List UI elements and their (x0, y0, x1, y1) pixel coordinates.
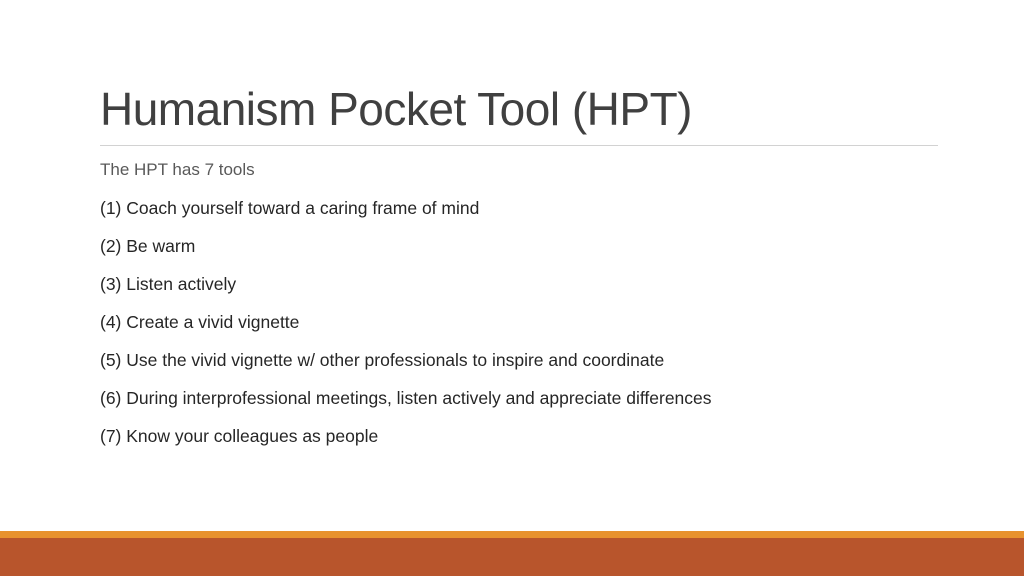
intro-text: The HPT has 7 tools (100, 160, 255, 179)
title-divider (100, 145, 938, 146)
tool-item-1: (1) Coach yourself toward a caring frame of mind (100, 198, 480, 218)
tool-item-4: (4) Create a vivid vignette (100, 312, 300, 332)
tool-item-6: (6) During interprofessional meetings, listen actively and appreciate differences (100, 388, 712, 408)
slide-title: Humanism Pocket Tool (HPT) (100, 83, 692, 135)
tool-item-2: (2) Be warm (100, 236, 196, 256)
tool-item-7: (7) Know your colleagues as people (100, 426, 379, 446)
tool-item-3: (3) Listen actively (100, 274, 237, 294)
tool-item-5: (5) Use the vivid vignette w/ other professionals to inspire and coordinate (100, 350, 665, 370)
tool-list (100, 196, 980, 448)
footer-band (0, 538, 1024, 576)
footer-accent-bar (0, 531, 1024, 538)
slide-content (100, 158, 980, 448)
